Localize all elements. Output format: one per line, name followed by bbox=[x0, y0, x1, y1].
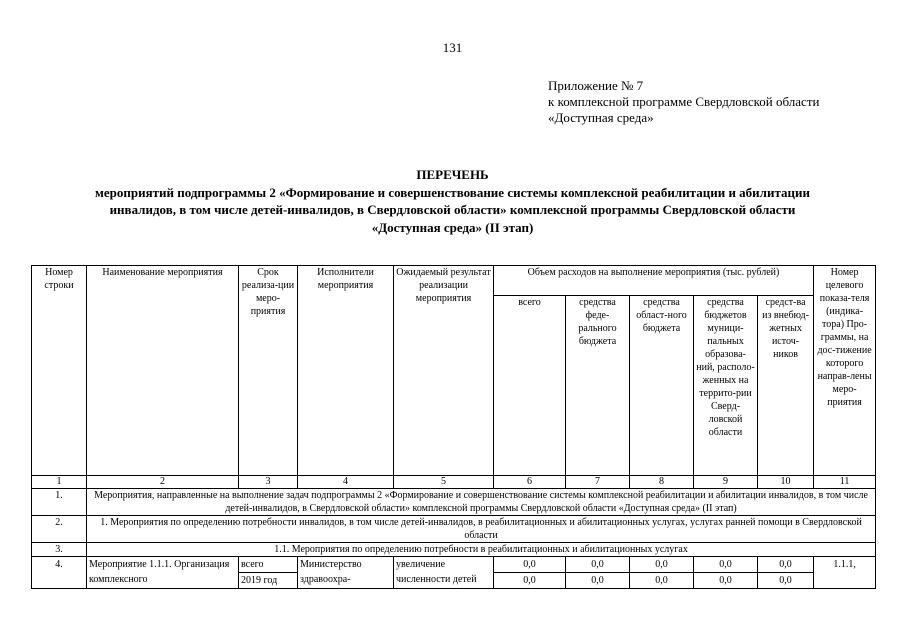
row-number: 4. bbox=[32, 556, 87, 588]
header-executors: Исполнители мероприятия bbox=[298, 266, 394, 476]
header-total: всего bbox=[494, 296, 566, 476]
table-row bbox=[32, 542, 876, 556]
section-heading: 1.1. Мероприятия по определению потребности в реабилитационных и абилитационных услугах bbox=[87, 542, 876, 556]
measure-executor: Министерство здравоохра- bbox=[298, 556, 394, 588]
value-cell: 0,0 bbox=[630, 556, 694, 572]
appendix-line-2: к комплексной программе Свердловской области bbox=[548, 94, 820, 109]
value-cell: 0,0 bbox=[494, 556, 566, 572]
column-number: 8 bbox=[630, 476, 694, 489]
column-number: 6 bbox=[494, 476, 566, 489]
row-number: 2. bbox=[32, 515, 87, 542]
title-line-2: мероприятий подпрограммы 2 «Формирование и совершенствование системы комплексной реабилитации и абилитации bbox=[95, 184, 810, 200]
value-cell: 0,0 bbox=[694, 556, 758, 572]
indicator-number: 1.1.1, bbox=[814, 556, 876, 588]
column-number: 4 bbox=[298, 476, 394, 489]
column-number: 3 bbox=[239, 476, 298, 489]
header-expected-result: Ожидаемый результат реализации мероприятия bbox=[394, 266, 494, 476]
column-number: 7 bbox=[566, 476, 630, 489]
period-year: 2019 год bbox=[239, 572, 298, 588]
period-total: всего bbox=[239, 556, 298, 572]
column-number: 10 bbox=[758, 476, 814, 489]
measure-result: увеличение численности детей bbox=[394, 556, 494, 588]
column-number: 9 bbox=[694, 476, 758, 489]
title-line-1: ПЕРЕЧЕНЬ bbox=[416, 167, 489, 182]
appendix-note bbox=[548, 78, 819, 126]
title-line-3: инвалидов, в том числе детей-инвалидов, в Свердловской области» комплексной программы Свердловской области bbox=[109, 202, 796, 217]
header-regional: средства област-ного бюджета bbox=[630, 296, 694, 476]
appendix-line-3: «Доступная среда» bbox=[548, 110, 654, 125]
value-cell: 0,0 bbox=[494, 572, 566, 588]
document-title bbox=[20, 166, 885, 236]
table-row bbox=[32, 556, 876, 572]
title-line-4: «Доступная среда» (II этап) bbox=[371, 219, 534, 235]
measures-table bbox=[31, 265, 876, 589]
row-number: 1. bbox=[32, 488, 87, 515]
value-cell: 0,0 bbox=[630, 572, 694, 588]
header-municipal: средства бюджетов муници-пальных образова-ний, располо-женных на террито-рии Сверд-ловской области bbox=[694, 296, 758, 476]
appendix-line-1: Приложение № 7 bbox=[548, 78, 644, 93]
measure-name: Мероприятие 1.1.1. Организация комплексного bbox=[87, 556, 239, 588]
column-number: 2 bbox=[87, 476, 239, 489]
header-federal: средства феде-рального бюджета bbox=[566, 296, 630, 476]
value-cell: 0,0 bbox=[566, 572, 630, 588]
section-heading: 1. Мероприятия по определению потребности инвалидов, в том числе детей-инвалидов, в реабилитационных и абилитационных услугах, услугах ранней помощи в Свердловской области bbox=[87, 515, 876, 542]
column-number: 5 bbox=[394, 476, 494, 489]
section-heading: Мероприятия, направленные на выполнение задач подпрограммы 2 «Формирование и совершенствование системы комплексной реабилитации и абилитации инвалидов, в том числе детей-инвалидов, в Свердловской области» комплексной программы Свердловской области «Доступная среда» (II этап) bbox=[87, 488, 876, 515]
table-row bbox=[32, 488, 876, 515]
table-row bbox=[32, 515, 876, 542]
value-cell: 0,0 bbox=[758, 556, 814, 572]
column-number: 1 bbox=[32, 476, 87, 489]
row-number: 3. bbox=[32, 542, 87, 556]
header-period: Срок реализа-ции меро-приятия bbox=[239, 266, 298, 476]
header-row-number: Номер строки bbox=[32, 266, 87, 476]
page-number: 131 bbox=[442, 40, 463, 55]
column-numbers-row bbox=[32, 476, 876, 489]
column-number: 11 bbox=[814, 476, 876, 489]
header-extrabudget: средст-ва из внебюд-жетных источ-ников bbox=[758, 296, 814, 476]
header-indicator: Номер целевого показа-теля (индика-тора) Про-граммы, на дос-тижение которого направ-лены меро-приятия bbox=[814, 266, 876, 476]
value-cell: 0,0 bbox=[694, 572, 758, 588]
value-cell: 0,0 bbox=[566, 556, 630, 572]
header-measure-name: Наименование мероприятия bbox=[87, 266, 239, 476]
value-cell: 0,0 bbox=[758, 572, 814, 588]
header-expenses: Объем расходов на выполнение мероприятия (тыс. рублей) bbox=[494, 266, 814, 296]
